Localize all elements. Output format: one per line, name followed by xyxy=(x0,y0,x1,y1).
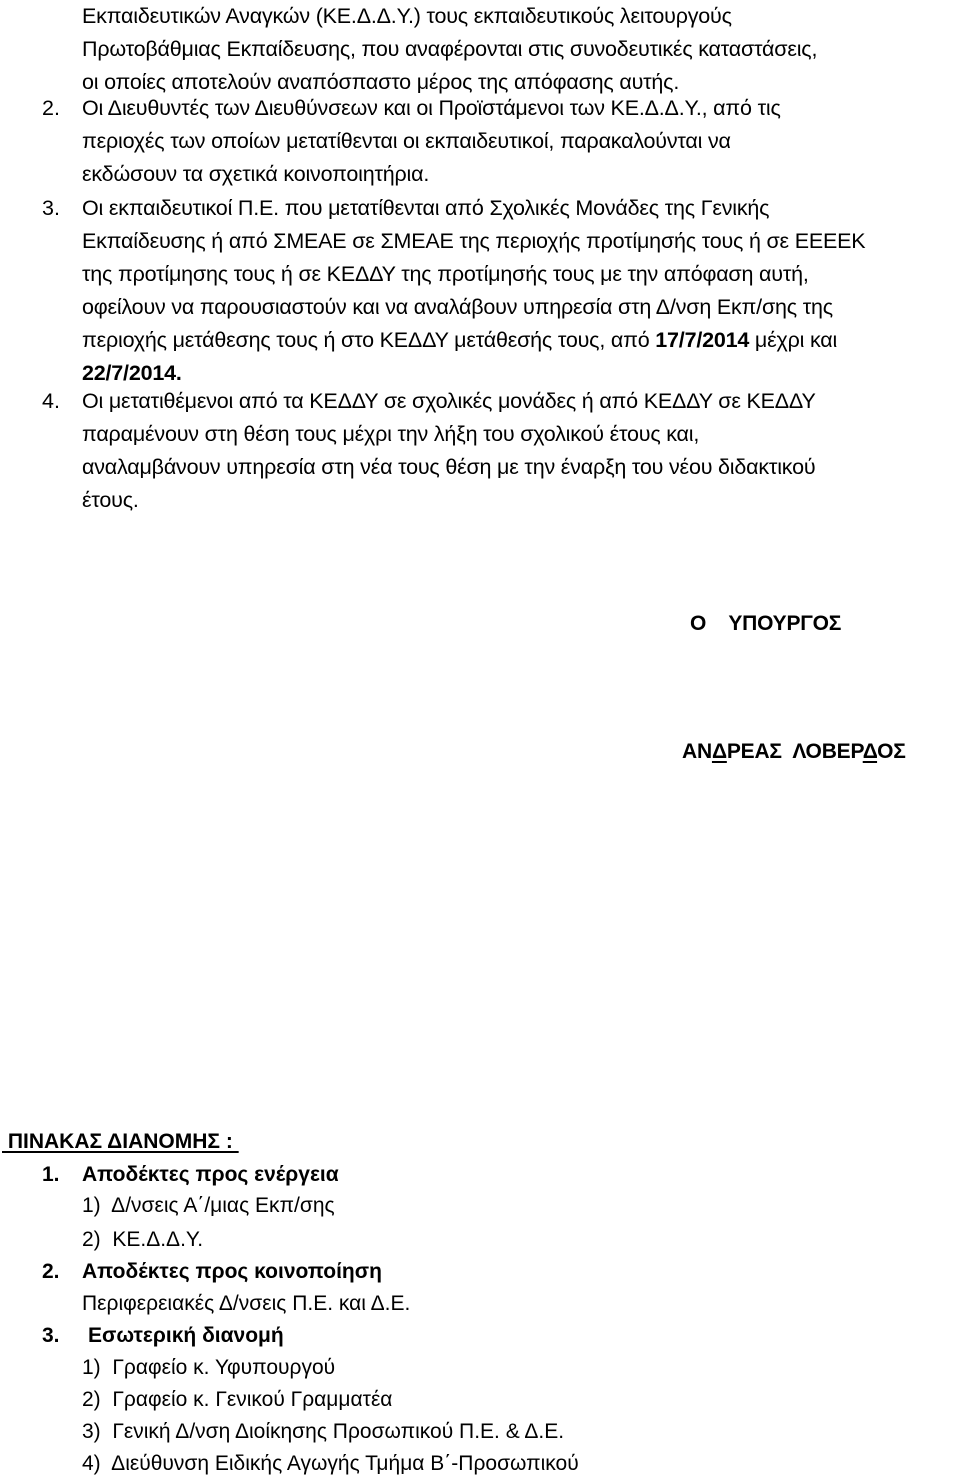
signature-title-word: Ο xyxy=(690,612,707,635)
text-line: έτους. xyxy=(82,488,139,512)
list-item: 2) Γραφείο κ. Γενικού Γραμματέα xyxy=(82,1388,393,1411)
paragraph-intro xyxy=(82,0,957,99)
date-to: 22/7/2014. xyxy=(82,361,182,385)
section-number: 1. xyxy=(42,1163,60,1186)
signature-title xyxy=(690,612,841,636)
text-segment: περιοχής μετάθεσης τους ή στο ΚΕΔΔΥ μετάθεσής τους, από xyxy=(82,328,656,352)
signature-name-part: Δ xyxy=(711,740,727,763)
text-line: Πρωτοβάθμιας Εκπαίδευσης, που αναφέρονται στις συνοδευτικές καταστάσεις, xyxy=(82,37,818,61)
section-number: 3. xyxy=(42,1324,60,1347)
text-line: Οι μετατιθέμενοι από τα ΚΕΔΔΥ σε σχολικές μονάδες ή από ΚΕΔΔΥ σε ΚΕΔΔΥ xyxy=(82,389,816,413)
text-line: Εκπαιδευτικών Αναγκών (ΚΕ.Δ.Δ.Υ.) τους εκπαιδευτικούς λειτουργούς xyxy=(82,4,732,28)
text-line: παραμένουν στη θέση τους μέχρι την λήξη του σχολικού έτους και, xyxy=(82,422,700,446)
section-title: Εσωτερική διανομή xyxy=(88,1324,284,1347)
date-from: 17/7/2014 xyxy=(655,328,750,352)
section-title: Αποδέκτες προς κοινοποίηση xyxy=(82,1260,382,1283)
text-line: Οι εκπαιδευτικοί Π.Ε. που μετατίθενται από Σχολικές Μονάδες της Γενικής xyxy=(82,196,770,220)
section-number: 2. xyxy=(42,1260,60,1283)
list-item: 1) Γραφείο κ. Υφυπουργού xyxy=(82,1356,336,1379)
text-line: περιοχές των οποίων μετατίθενται οι εκπαιδευτικοί, παρακαλούνται να xyxy=(82,129,731,153)
text-line: της προτίμησης τους ή σε ΚΕΔΔΥ της προτίμησής τους με την απόφαση αυτή, xyxy=(82,262,809,286)
list-item: 2) ΚΕ.Δ.Δ.Υ. xyxy=(82,1228,204,1251)
text-line: Οι Διευθυντές των Διευθύνσεων και οι Προϊστάμενοι των ΚΕ.Δ.Δ.Υ., από τις xyxy=(82,96,781,120)
signature-name-part: ΟΣ xyxy=(877,740,906,763)
signature-name-part: Δ xyxy=(862,740,878,763)
paragraph-item-4 xyxy=(82,385,957,517)
text-line xyxy=(82,324,957,357)
list-item: 1) Δ/νσεις Α΄/μιας Εκπ/σης xyxy=(82,1194,335,1217)
text-line: αναλαμβάνουν υπηρεσία στη νέα τους θέση με την έναρξη του νέου διδακτικού xyxy=(82,455,816,479)
signature-title-word: ΥΠΟΥΡΓΟΣ xyxy=(728,612,842,635)
signature-name-part: ΑΝ xyxy=(682,740,712,763)
text-line: οι οποίες αποτελούν αναπόσπαστο μέρος της απόφασης αυτής. xyxy=(82,70,680,94)
text-line: οφείλουν να παρουσιαστούν και να αναλάβουν υπηρεσία στη Δ/νση Εκπ/σης της xyxy=(82,295,833,319)
text-line: Εκπαίδευσης ή από ΣΜΕΑΕ σε ΣΜΕΑΕ της περιοχής προτίμησής τους ή σε ΕΕΕΕΚ xyxy=(82,229,866,253)
list-item: 4) Διεύθυνση Ειδικής Αγωγής Τμήμα Β΄-Προσωπικού xyxy=(82,1452,579,1475)
paragraph-item-3 xyxy=(82,192,957,390)
paragraph-item-2 xyxy=(82,92,957,191)
list-item: 3) Γενική Δ/νση Διοίκησης Προσωπικού Π.Ε. & Δ.Ε. xyxy=(82,1420,565,1443)
text-segment: μέχρι και xyxy=(749,328,838,352)
item-number: 2. xyxy=(42,96,60,120)
signature-name xyxy=(682,740,906,764)
list-item: Περιφερειακές Δ/νσεις Π.Ε. και Δ.Ε. xyxy=(82,1292,411,1315)
section-title: Αποδέκτες προς ενέργεια xyxy=(82,1163,339,1186)
item-number: 4. xyxy=(42,389,60,413)
distribution-title: ΠΙΝΑΚΑΣ ΔΙΑΝΟΜΗΣ : xyxy=(2,1130,239,1153)
signature-name-part: ΡΕΑΣ ΛΟΒΕΡ xyxy=(726,740,863,763)
item-number: 3. xyxy=(42,196,60,220)
text-line: εκδώσουν τα σχετικά κοινοποιητήρια. xyxy=(82,162,430,186)
